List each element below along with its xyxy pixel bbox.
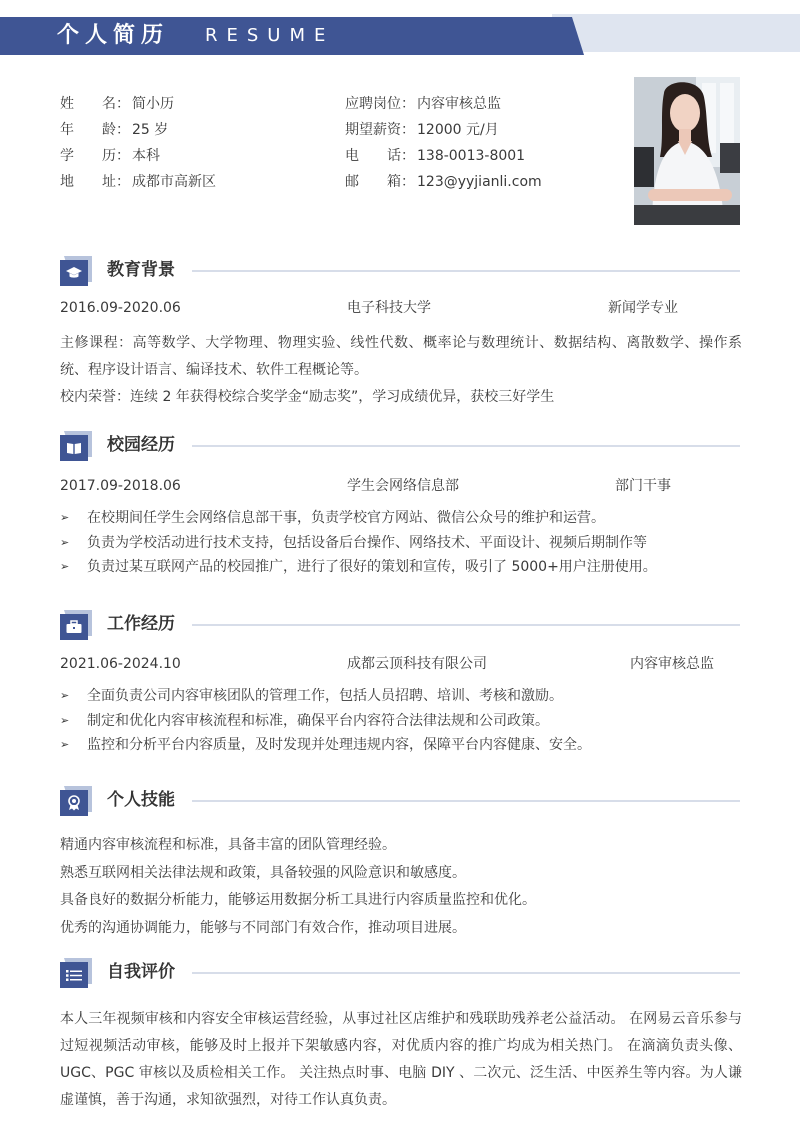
label-char: 聘 bbox=[359, 96, 373, 112]
award-icon bbox=[60, 790, 88, 816]
section-title: 教育背景 bbox=[107, 260, 175, 280]
education-major: 新闻学专业 bbox=[608, 300, 678, 316]
label-char: 箱 bbox=[387, 174, 401, 190]
graduation-cap-icon bbox=[60, 260, 88, 286]
label-char: 岗 bbox=[373, 96, 387, 112]
label-char: 邮 bbox=[345, 174, 359, 190]
section-divider bbox=[192, 270, 740, 272]
section-skills-header bbox=[60, 786, 740, 816]
info-label bbox=[345, 117, 401, 143]
info-label bbox=[60, 169, 116, 195]
list-item bbox=[60, 733, 740, 758]
cap-glyph bbox=[66, 266, 82, 280]
label-text bbox=[60, 91, 116, 117]
section-work-header bbox=[60, 610, 740, 640]
list-icon bbox=[60, 962, 88, 988]
label-char: 地 bbox=[60, 174, 74, 190]
campus-period: 2017.09-2018.06 bbox=[60, 478, 181, 494]
info-value: 简小历 bbox=[132, 96, 174, 112]
label-char: 望 bbox=[359, 122, 373, 138]
list-glyph bbox=[66, 969, 82, 982]
profile-photo bbox=[634, 77, 740, 225]
info-label bbox=[345, 169, 401, 195]
campus-org: 学生会网络信息部 bbox=[347, 478, 459, 494]
self-eval-text: 本人三年视频审核和内容安全审核运营经验，从事过社区店维护和残联助残养老公益活动。 在网易云音乐参与过短视频活动审核，能够及时上报并下架敏感内容，对优质内容的推广均成为相关热门。 在滴滴负责头像、UGC、PGC 审核以及质检相关工作。 关注热点时事、电脑 DIY 、二次元、泛生活、中医养生等内容。为人谦虚谨慎，善于沟通，求知欲强烈，对待工作认真负责。 bbox=[60, 1011, 742, 1108]
label-text bbox=[345, 169, 401, 195]
label-char: 应 bbox=[345, 96, 359, 112]
info-label bbox=[60, 91, 116, 117]
info-label bbox=[60, 143, 116, 169]
info-value: 本科 bbox=[132, 148, 160, 164]
section-title: 自我评价 bbox=[107, 962, 175, 982]
section-title: 个人技能 bbox=[107, 790, 175, 810]
info-age bbox=[60, 117, 216, 143]
list-item bbox=[60, 506, 740, 531]
label-char: 址 bbox=[102, 174, 116, 190]
info-value: 内容审核总监 bbox=[417, 96, 501, 112]
arrow-bullet-icon: ➢ bbox=[60, 560, 70, 573]
info-value: 138-0013-8001 bbox=[417, 148, 526, 164]
header-band-light bbox=[552, 14, 800, 52]
info-colon: ： bbox=[116, 174, 130, 190]
section-icon bbox=[60, 958, 92, 988]
info-phone bbox=[345, 143, 542, 169]
list-item-text: 制定和优化内容审核流程和标准，确保平台内容符合法律法规和公司政策。 bbox=[87, 712, 549, 729]
education-courses: 主修课程：高等数学、大学物理、物理实验、线性代数、概率论与数理统计、数据结构、离散数学、操作系统、程序设计语言、编译技术、软件工程概论等。 bbox=[60, 335, 742, 378]
info-label bbox=[345, 91, 401, 117]
book-glyph bbox=[66, 442, 82, 455]
arrow-bullet-icon: ➢ bbox=[60, 713, 70, 727]
list-item: 熟悉互联网相关法律法规和政策，具备较强的风险意识和敏感度。 bbox=[60, 864, 466, 881]
list-item: 优秀的沟通协调能力，能够与不同部门有效合作，推动项目进展。 bbox=[60, 919, 466, 936]
label-text bbox=[345, 91, 401, 117]
work-role: 内容审核总监 bbox=[630, 656, 714, 672]
list-item-text: 监控和分析平台内容质量，及时发现并处理违规内容，保障平台内容健康、安全。 bbox=[87, 737, 591, 753]
info-value: 25 岁 bbox=[132, 122, 169, 138]
award-glyph bbox=[67, 795, 81, 811]
section-icon bbox=[60, 431, 92, 461]
section-divider bbox=[192, 972, 740, 974]
info-colon: ： bbox=[116, 96, 130, 112]
section-self-eval-header bbox=[60, 958, 740, 988]
info-position bbox=[345, 91, 542, 117]
list-item bbox=[60, 684, 740, 709]
portrait-illustration bbox=[634, 77, 740, 225]
label-char: 姓 bbox=[60, 96, 74, 112]
label-char: 期 bbox=[345, 122, 359, 138]
basic-info-left bbox=[60, 91, 216, 195]
info-colon: ： bbox=[401, 148, 415, 164]
briefcase-glyph bbox=[66, 620, 82, 634]
info-salary bbox=[345, 117, 542, 143]
education-school: 电子科技大学 bbox=[347, 300, 431, 316]
section-divider bbox=[192, 445, 740, 447]
list-item bbox=[60, 531, 740, 556]
resume-subtitle: RESUME bbox=[205, 25, 335, 46]
briefcase-icon bbox=[60, 614, 88, 640]
skills-list bbox=[60, 832, 742, 942]
section-divider bbox=[192, 800, 740, 802]
arrow-bullet-icon: ➢ bbox=[60, 689, 70, 702]
label-char: 资 bbox=[387, 122, 401, 138]
section-icon bbox=[60, 256, 92, 286]
list-item-text: 在校期间任学生会网络信息部干事，负责学校官方网站、微信公众号的维护和运营。 bbox=[87, 510, 605, 526]
list-item bbox=[60, 709, 740, 734]
info-label bbox=[60, 117, 116, 143]
section-divider bbox=[192, 624, 740, 626]
label-text bbox=[60, 143, 116, 169]
section-education-header bbox=[60, 256, 740, 286]
arrow-bullet-icon: ➢ bbox=[60, 738, 70, 751]
info-label bbox=[345, 143, 401, 169]
info-name bbox=[60, 91, 216, 117]
education-honors: 校内荣誉：连续 2 年获得校综合奖学金“励志奖”，学习成绩优异，获校三好学生 bbox=[60, 389, 555, 405]
arrow-bullet-icon: ➢ bbox=[60, 535, 70, 549]
info-colon: ： bbox=[401, 122, 415, 138]
label-text bbox=[60, 117, 116, 143]
info-colon: ： bbox=[401, 174, 415, 190]
label-text bbox=[345, 117, 401, 143]
label-char: 学 bbox=[60, 148, 74, 164]
section-campus-header bbox=[60, 431, 740, 461]
label-char: 龄 bbox=[102, 122, 116, 138]
basic-info-right bbox=[345, 91, 542, 195]
info-email bbox=[345, 169, 542, 195]
work-bullet-list bbox=[60, 684, 740, 758]
label-char: 位 bbox=[387, 96, 401, 112]
list-item-text: 负责过某互联网产品的校园推广，进行了很好的策划和宣传，吸引了 5000+用户注册使用。 bbox=[87, 559, 657, 575]
list-item: 精通内容审核流程和标准，具备丰富的团队管理经验。 bbox=[60, 837, 396, 853]
info-value: 12000 元/月 bbox=[417, 122, 499, 138]
info-colon: ： bbox=[116, 148, 130, 164]
label-char: 话 bbox=[387, 148, 401, 164]
section-icon bbox=[60, 786, 92, 816]
info-colon: ： bbox=[401, 96, 415, 112]
list-item-text: 全面负责公司内容审核团队的管理工作，包括人员招聘、培训、考核和激励。 bbox=[87, 688, 563, 704]
list-item: 具备良好的数据分析能力，能够运用数据分析工具进行内容质量监控和优化。 bbox=[60, 892, 536, 908]
label-char: 电 bbox=[345, 148, 359, 164]
book-icon bbox=[60, 435, 88, 461]
section-title: 工作经历 bbox=[107, 614, 175, 634]
info-colon: ： bbox=[116, 122, 130, 138]
campus-bullet-list bbox=[60, 506, 740, 580]
label-char: 名 bbox=[102, 96, 116, 112]
section-icon bbox=[60, 610, 92, 640]
list-item-text: 负责为学校活动进行技术支持，包括设备后台操作、网络技术、平面设计、视频后期制作等 bbox=[87, 534, 647, 551]
work-company: 成都云顶科技有限公司 bbox=[347, 656, 487, 672]
arrow-bullet-icon: ➢ bbox=[60, 511, 70, 524]
label-char: 薪 bbox=[373, 122, 387, 138]
education-period: 2016.09-2020.06 bbox=[60, 300, 181, 316]
info-degree bbox=[60, 143, 216, 169]
info-value: 成都市高新区 bbox=[132, 174, 216, 190]
resume-title: 个人简历 bbox=[57, 23, 170, 48]
campus-role: 部门干事 bbox=[615, 478, 671, 494]
info-value: 123@yyjianli.com bbox=[417, 174, 542, 190]
work-period: 2021.06-2024.10 bbox=[60, 656, 181, 672]
label-char: 历 bbox=[102, 148, 116, 164]
section-title: 校园经历 bbox=[107, 435, 175, 455]
list-item bbox=[60, 555, 740, 580]
label-char: 年 bbox=[60, 122, 74, 138]
label-text bbox=[345, 143, 401, 169]
info-address bbox=[60, 169, 216, 195]
label-text bbox=[60, 169, 116, 195]
